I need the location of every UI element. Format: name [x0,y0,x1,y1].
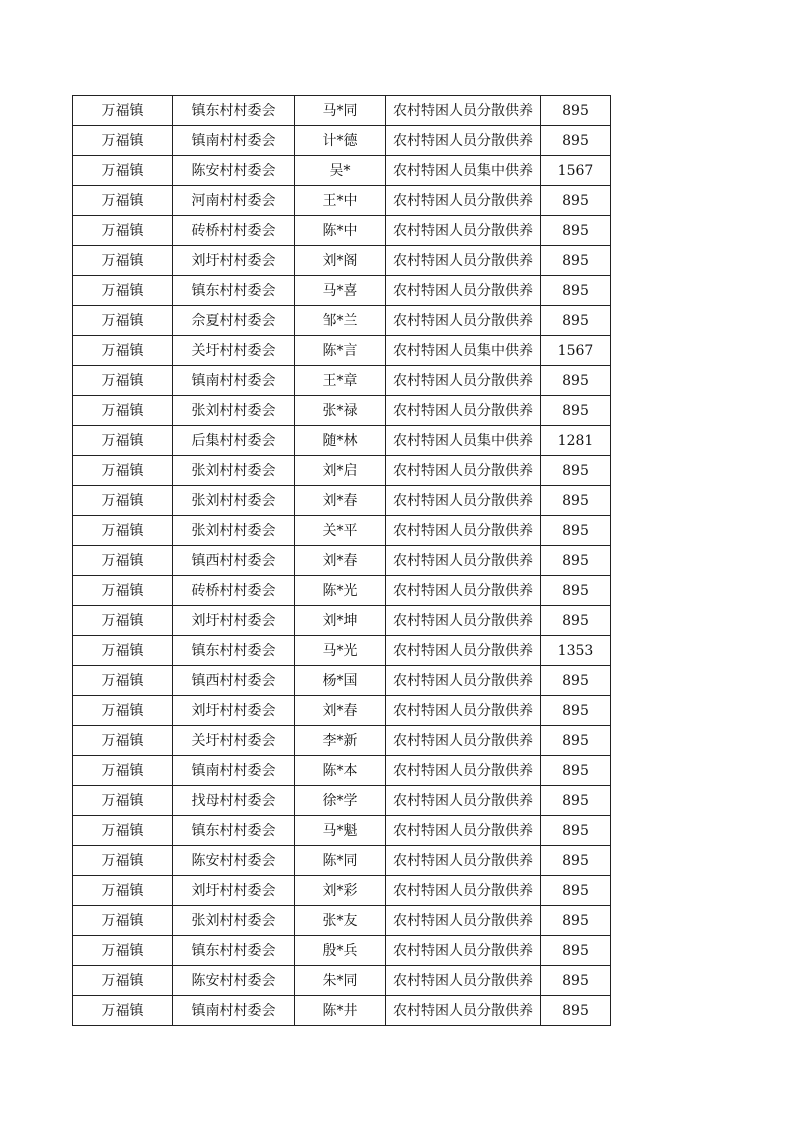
amount-cell: 895 [541,816,611,846]
town-cell: 万福镇 [73,966,173,996]
village-committee-cell: 刘圩村村委会 [173,696,295,726]
amount-cell: 895 [541,726,611,756]
town-cell: 万福镇 [73,726,173,756]
town-cell: 万福镇 [73,366,173,396]
assistance-type-cell: 农村特困人员分散供养 [386,936,541,966]
village-committee-cell: 镇东村村委会 [173,816,295,846]
assistance-type-cell: 农村特困人员分散供养 [386,396,541,426]
table-row [73,426,611,456]
assistance-type-cell: 农村特困人员分散供养 [386,126,541,156]
name-cell: 王*中 [295,186,386,216]
amount-cell: 1567 [541,336,611,366]
town-cell: 万福镇 [73,336,173,366]
assistance-type-cell: 农村特困人员分散供养 [386,726,541,756]
village-committee-cell: 关圩村村委会 [173,336,295,366]
table-body [73,96,611,1026]
table-row [73,576,611,606]
assistance-type-cell: 农村特困人员分散供养 [386,816,541,846]
amount-cell: 895 [541,456,611,486]
table-row [73,486,611,516]
table-row [73,306,611,336]
assistance-type-cell: 农村特困人员分散供养 [386,216,541,246]
name-cell: 马*同 [295,96,386,126]
name-cell: 马*光 [295,636,386,666]
assistance-type-cell: 农村特困人员分散供养 [386,456,541,486]
table-row [73,366,611,396]
table-row [73,936,611,966]
village-committee-cell: 镇西村村委会 [173,546,295,576]
assistance-type-cell: 农村特困人员分散供养 [386,576,541,606]
village-committee-cell: 后集村村委会 [173,426,295,456]
amount-cell: 1353 [541,636,611,666]
table-row [73,96,611,126]
town-cell: 万福镇 [73,546,173,576]
name-cell: 朱*同 [295,966,386,996]
name-cell: 陈*中 [295,216,386,246]
name-cell: 徐*学 [295,786,386,816]
village-committee-cell: 镇南村村委会 [173,996,295,1026]
town-cell: 万福镇 [73,756,173,786]
assistance-type-cell: 农村特困人员分散供养 [386,246,541,276]
amount-cell: 895 [541,606,611,636]
table-row [73,516,611,546]
amount-cell: 895 [541,786,611,816]
amount-cell: 895 [541,96,611,126]
assistance-type-cell: 农村特困人员分散供养 [386,276,541,306]
name-cell: 邹*兰 [295,306,386,336]
amount-cell: 895 [541,696,611,726]
town-cell: 万福镇 [73,276,173,306]
table-row [73,276,611,306]
amount-cell: 895 [541,666,611,696]
table-row [73,156,611,186]
assistance-type-cell: 农村特困人员分散供养 [386,786,541,816]
village-committee-cell: 镇南村村委会 [173,126,295,156]
town-cell: 万福镇 [73,306,173,336]
assistance-type-cell: 农村特困人员集中供养 [386,336,541,366]
name-cell: 张*禄 [295,396,386,426]
village-committee-cell: 镇东村村委会 [173,276,295,306]
amount-cell: 895 [541,996,611,1026]
town-cell: 万福镇 [73,486,173,516]
village-committee-cell: 张刘村村委会 [173,456,295,486]
table-row [73,546,611,576]
table-row [73,876,611,906]
assistance-type-cell: 农村特困人员分散供养 [386,756,541,786]
assistance-type-cell: 农村特困人员分散供养 [386,636,541,666]
village-committee-cell: 砖桥村村委会 [173,216,295,246]
town-cell: 万福镇 [73,876,173,906]
village-committee-cell: 陈安村村委会 [173,846,295,876]
amount-cell: 895 [541,126,611,156]
amount-cell: 895 [541,756,611,786]
name-cell: 陈*言 [295,336,386,366]
amount-cell: 895 [541,216,611,246]
assistance-type-cell: 农村特困人员分散供养 [386,546,541,576]
amount-cell: 895 [541,936,611,966]
village-committee-cell: 镇东村村委会 [173,936,295,966]
name-cell: 刘*启 [295,456,386,486]
town-cell: 万福镇 [73,846,173,876]
amount-cell: 1281 [541,426,611,456]
name-cell: 马*喜 [295,276,386,306]
village-committee-cell: 镇南村村委会 [173,366,295,396]
assistance-type-cell: 农村特困人员分散供养 [386,606,541,636]
village-committee-cell: 陈安村村委会 [173,966,295,996]
table-row [73,126,611,156]
town-cell: 万福镇 [73,576,173,606]
village-committee-cell: 关圩村村委会 [173,726,295,756]
village-committee-cell: 陈安村村委会 [173,156,295,186]
village-committee-cell: 砖桥村村委会 [173,576,295,606]
town-cell: 万福镇 [73,126,173,156]
name-cell: 马*魁 [295,816,386,846]
table-row [73,996,611,1026]
village-committee-cell: 找母村村委会 [173,786,295,816]
amount-cell: 895 [541,276,611,306]
name-cell: 刘*阁 [295,246,386,276]
assistance-type-cell: 农村特困人员分散供养 [386,696,541,726]
town-cell: 万福镇 [73,456,173,486]
name-cell: 刘*春 [295,486,386,516]
town-cell: 万福镇 [73,606,173,636]
name-cell: 殷*兵 [295,936,386,966]
amount-cell: 895 [541,246,611,276]
beneficiary-table [72,95,611,1026]
town-cell: 万福镇 [73,216,173,246]
town-cell: 万福镇 [73,786,173,816]
table-row [73,456,611,486]
name-cell: 刘*春 [295,696,386,726]
assistance-type-cell: 农村特困人员分散供养 [386,366,541,396]
assistance-type-cell: 农村特困人员集中供养 [386,426,541,456]
assistance-type-cell: 农村特困人员分散供养 [386,966,541,996]
town-cell: 万福镇 [73,696,173,726]
name-cell: 刘*坤 [295,606,386,636]
village-committee-cell: 镇东村村委会 [173,96,295,126]
name-cell: 张*友 [295,906,386,936]
name-cell: 陈*井 [295,996,386,1026]
name-cell: 刘*春 [295,546,386,576]
assistance-type-cell: 农村特困人员分散供养 [386,906,541,936]
amount-cell: 1567 [541,156,611,186]
village-committee-cell: 张刘村村委会 [173,906,295,936]
town-cell: 万福镇 [73,516,173,546]
village-committee-cell: 镇南村村委会 [173,756,295,786]
table-row [73,606,611,636]
town-cell: 万福镇 [73,936,173,966]
assistance-type-cell: 农村特困人员分散供养 [386,186,541,216]
name-cell: 关*平 [295,516,386,546]
table-row [73,726,611,756]
name-cell: 陈*光 [295,576,386,606]
village-committee-cell: 镇东村村委会 [173,636,295,666]
name-cell: 王*章 [295,366,386,396]
assistance-type-cell: 农村特困人员分散供养 [386,846,541,876]
town-cell: 万福镇 [73,246,173,276]
name-cell: 李*新 [295,726,386,756]
town-cell: 万福镇 [73,156,173,186]
table-row [73,786,611,816]
town-cell: 万福镇 [73,96,173,126]
table-row [73,636,611,666]
name-cell: 杨*国 [295,666,386,696]
village-committee-cell: 张刘村村委会 [173,396,295,426]
amount-cell: 895 [541,576,611,606]
assistance-type-cell: 农村特困人员分散供养 [386,876,541,906]
assistance-type-cell: 农村特困人员分散供养 [386,516,541,546]
village-committee-cell: 刘圩村村委会 [173,246,295,276]
table-row [73,816,611,846]
amount-cell: 895 [541,186,611,216]
town-cell: 万福镇 [73,996,173,1026]
village-committee-cell: 河南村村委会 [173,186,295,216]
amount-cell: 895 [541,846,611,876]
assistance-type-cell: 农村特困人员分散供养 [386,996,541,1026]
name-cell: 吴* [295,156,386,186]
town-cell: 万福镇 [73,666,173,696]
village-committee-cell: 张刘村村委会 [173,486,295,516]
amount-cell: 895 [541,906,611,936]
table-row [73,396,611,426]
town-cell: 万福镇 [73,426,173,456]
town-cell: 万福镇 [73,906,173,936]
table-row [73,966,611,996]
town-cell: 万福镇 [73,396,173,426]
village-committee-cell: 镇西村村委会 [173,666,295,696]
table-row [73,246,611,276]
assistance-type-cell: 农村特困人员分散供养 [386,96,541,126]
table-row [73,756,611,786]
name-cell: 陈*本 [295,756,386,786]
town-cell: 万福镇 [73,636,173,666]
table-row [73,186,611,216]
name-cell: 刘*彩 [295,876,386,906]
village-committee-cell: 张刘村村委会 [173,516,295,546]
assistance-type-cell: 农村特困人员分散供养 [386,306,541,336]
amount-cell: 895 [541,876,611,906]
table-row [73,696,611,726]
village-committee-cell: 刘圩村村委会 [173,606,295,636]
table-row [73,846,611,876]
assistance-type-cell: 农村特困人员集中供养 [386,156,541,186]
name-cell: 陈*同 [295,846,386,876]
name-cell: 随*林 [295,426,386,456]
table-row [73,906,611,936]
village-committee-cell: 佘夏村村委会 [173,306,295,336]
table-row [73,666,611,696]
town-cell: 万福镇 [73,816,173,846]
amount-cell: 895 [541,966,611,996]
amount-cell: 895 [541,396,611,426]
table-row [73,336,611,366]
amount-cell: 895 [541,546,611,576]
name-cell: 计*德 [295,126,386,156]
table-row [73,216,611,246]
town-cell: 万福镇 [73,186,173,216]
amount-cell: 895 [541,366,611,396]
assistance-type-cell: 农村特困人员分散供养 [386,486,541,516]
amount-cell: 895 [541,516,611,546]
village-committee-cell: 刘圩村村委会 [173,876,295,906]
amount-cell: 895 [541,486,611,516]
amount-cell: 895 [541,306,611,336]
assistance-type-cell: 农村特困人员分散供养 [386,666,541,696]
